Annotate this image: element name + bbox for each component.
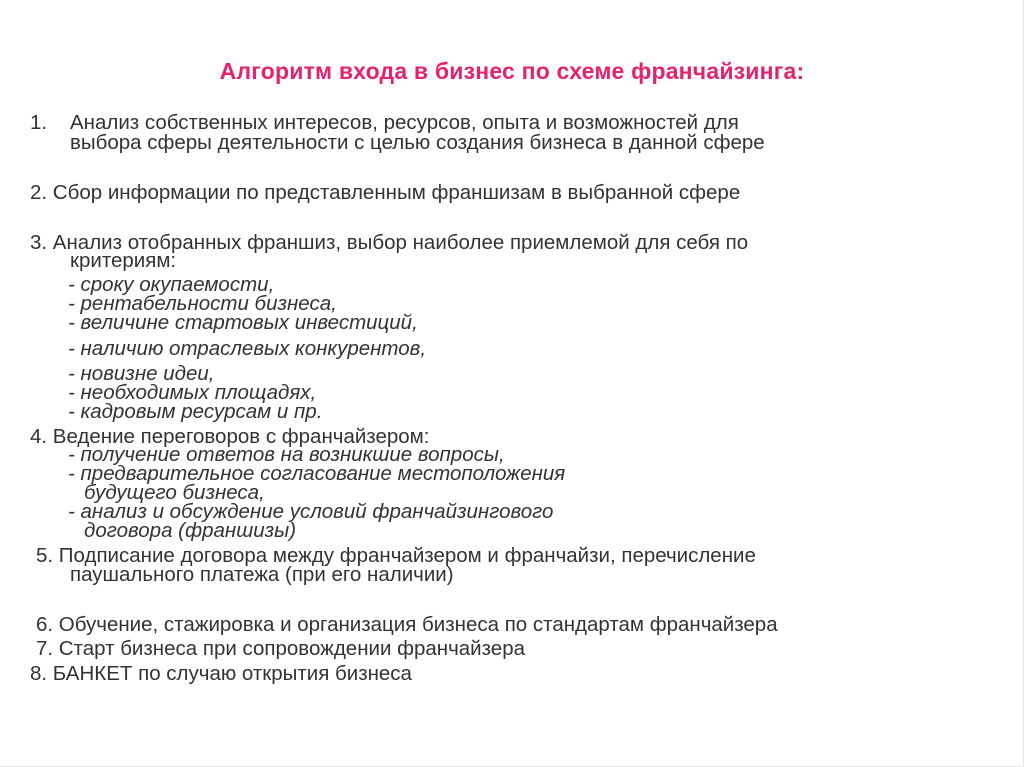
step-1-line-2: выбора сферы деятельности с целью создания бизнеса в данной сфере — [70, 131, 765, 154]
criterion-1: - сроку окупаемости, — [68, 273, 275, 296]
step-4-item-2-cont: будущего бизнеса, — [84, 481, 265, 504]
criterion-2: - рентабельности бизнеса, — [68, 292, 337, 315]
step-4-item-2: - предварительное согласование местоположения — [68, 462, 566, 485]
step-1-number: 1. — [30, 111, 48, 134]
step-7: 7. Старт бизнеса при сопровождении франчайзера — [36, 637, 526, 660]
step-4-item-1: - получение ответов на возникшие вопросы, — [68, 443, 505, 466]
criterion-3: - величине стартовых инвестиций, — [68, 311, 418, 334]
step-5-line-1: 5. Подписание договора между франчайзером и франчайзи, перечисление — [36, 544, 756, 567]
criterion-6: - необходимых площадях, — [68, 381, 317, 404]
criterion-5: - новизне идеи, — [68, 362, 215, 385]
criterion-4: - наличию отраслевых конкурентов, — [68, 337, 427, 360]
step-6: 6. Обучение, стажировка и организация бизнеса по стандартам франчайзера — [36, 613, 778, 636]
step-2: 2. Сбор информации по представленным франшизам в выбранной сфере — [30, 181, 741, 204]
step-8: 8. БАНКЕТ по случаю открытия бизнеса — [30, 662, 412, 685]
step-4-line-1: 4. Ведение переговоров с франчайзером: — [30, 425, 430, 448]
step-3-line-2: критериям: — [70, 249, 177, 272]
step-3-line-1: 3. Анализ отобранных франшиз, выбор наиболее приемлемой для себя по — [30, 231, 749, 254]
step-4-item-3-cont: договора (франшизы) — [84, 519, 297, 542]
step-4-item-3: - анализ и обсуждение условий франчайзингового — [68, 500, 554, 523]
step-1-line-1: Анализ собственных интересов, ресурсов, опыта и возможностей для — [70, 111, 739, 134]
step-5-line-2: паушального платежа (при его наличии) — [70, 563, 454, 586]
criterion-7: - кадровым ресурсам и пр. — [68, 400, 323, 423]
slide-title: Алгоритм входа в бизнес по схеме франчайзинга: — [219, 58, 805, 84]
